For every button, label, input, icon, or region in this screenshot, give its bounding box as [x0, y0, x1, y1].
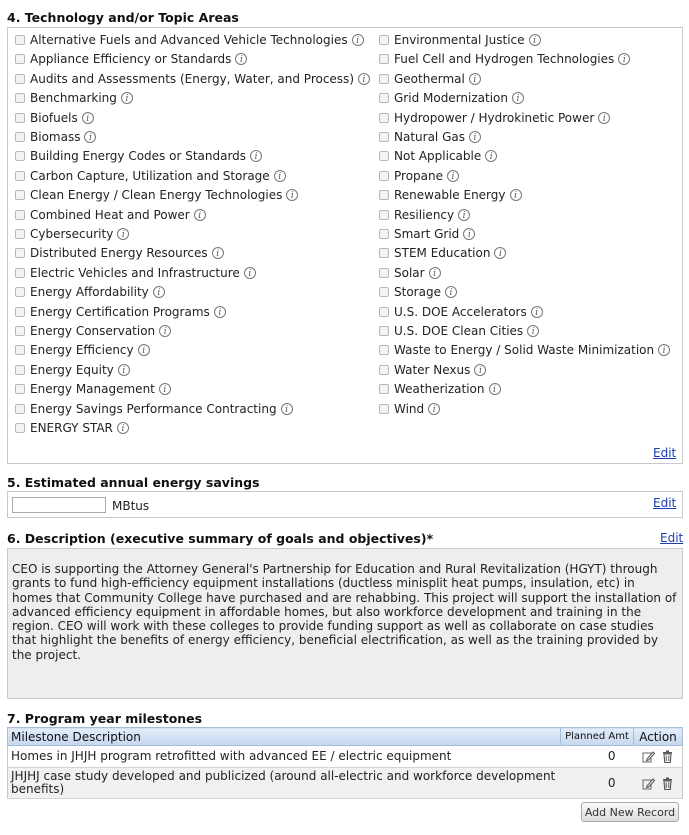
- info-icon[interactable]: i: [489, 383, 501, 395]
- info-icon[interactable]: i: [358, 73, 370, 85]
- topic-checkbox-item[interactable]: [379, 50, 630, 68]
- topic-checkbox-item[interactable]: [15, 31, 364, 49]
- topic-checkbox-item[interactable]: [15, 109, 94, 127]
- section-4-edit-link[interactable]: Edit: [653, 446, 677, 460]
- checkbox[interactable]: [379, 190, 389, 200]
- info-icon[interactable]: i: [212, 247, 224, 259]
- info-icon[interactable]: i: [529, 34, 541, 46]
- table-row: [8, 768, 683, 799]
- checkbox-label: Resiliency: [394, 207, 455, 222]
- topic-checkbox-item[interactable]: [15, 206, 206, 224]
- checkbox[interactable]: [379, 113, 389, 123]
- checkbox[interactable]: [15, 210, 25, 220]
- info-icon[interactable]: i: [118, 364, 130, 376]
- topic-checkbox-item[interactable]: [15, 419, 129, 437]
- checkbox-label: Weatherization: [394, 382, 485, 397]
- checkbox-label: Combined Heat and Power: [30, 207, 190, 222]
- table-row: [8, 746, 683, 768]
- edit-icon[interactable]: [642, 777, 655, 790]
- info-icon[interactable]: i: [159, 383, 171, 395]
- checkbox-label: Smart Grid: [394, 227, 460, 241]
- milestone-description: Homes in JHJH program retrofitted with advanced EE / electric equipment: [8, 746, 561, 768]
- topic-checkbox-item[interactable]: [15, 147, 262, 165]
- checkbox-label: Energy Certification Programs: [30, 304, 210, 319]
- info-icon[interactable]: i: [235, 53, 247, 65]
- checkbox[interactable]: [15, 93, 25, 103]
- topic-checkbox-item[interactable]: [379, 244, 506, 262]
- checkbox[interactable]: [15, 307, 25, 317]
- topic-checkbox-item[interactable]: [15, 50, 247, 68]
- checkbox-label: Clean Energy / Clean Energy Technologies: [30, 188, 283, 203]
- checkbox[interactable]: [15, 35, 25, 45]
- checkbox-label: Wind: [394, 401, 425, 416]
- topic-checkbox-item[interactable]: [15, 128, 96, 146]
- info-icon[interactable]: i: [531, 306, 543, 318]
- checkbox-label: Audits and Assessments (Energy, Water, and Process): [30, 71, 354, 86]
- row-actions: [634, 768, 683, 799]
- checkbox[interactable]: [379, 307, 389, 317]
- checkbox-label: Fuel Cell and Hydrogen Technologies: [394, 52, 615, 67]
- info-icon[interactable]: i: [244, 267, 256, 279]
- checkbox[interactable]: [379, 171, 389, 181]
- checkbox[interactable]: [379, 365, 389, 375]
- checkbox[interactable]: [379, 326, 389, 336]
- checkbox-label: Renewable Energy: [394, 188, 506, 203]
- row-actions: [634, 746, 683, 768]
- info-icon[interactable]: i: [447, 170, 459, 182]
- topic-checkbox-item[interactable]: [15, 225, 129, 243]
- info-icon[interactable]: i: [281, 403, 293, 415]
- info-icon[interactable]: i: [153, 286, 165, 298]
- checkbox-label: Electric Vehicles and Infrastructure: [30, 265, 240, 280]
- checkbox-label: Hydropower / Hydrokinetic Power: [394, 110, 595, 125]
- topic-checkbox-item[interactable]: [379, 283, 457, 301]
- topic-checkbox-item[interactable]: [379, 303, 543, 321]
- topic-checkbox-item[interactable]: [379, 89, 524, 107]
- checkbox[interactable]: [379, 54, 389, 64]
- description-text: CEO is supporting the Attorney General's Partnership for Education and Rural Revitalization (HGYT) through grants to fund high-efficiency equipment installations (ductless minisplit heat pumps, insulation, etc) in homes that Community College have purchased and are rehabbing. This project will support the installation of advanced efficiency equipment in affordable homes, but also workforce development and training in the region. CEO will work with these colleges to provide funding support as well as collaborate on case studies that highlight the benefits of energy efficiency, beneficial electrification, as well as the training provided by the project.: [7, 548, 683, 699]
- checkbox-label: Cybersecurity: [30, 227, 114, 241]
- info-icon[interactable]: i: [469, 73, 481, 85]
- energy-savings-unit: MBtus: [112, 499, 150, 513]
- checkbox-label: Solar: [394, 265, 425, 280]
- info-icon[interactable]: i: [494, 247, 506, 259]
- checkbox-label: Energy Conservation: [30, 324, 156, 338]
- topic-checkbox-item[interactable]: [15, 341, 150, 359]
- info-icon[interactable]: i: [250, 150, 262, 162]
- checkbox-label: Energy Savings Performance Contracting: [30, 401, 277, 416]
- topic-checkbox-item[interactable]: [379, 361, 486, 379]
- checkbox[interactable]: [15, 384, 25, 394]
- checkbox-label: Energy Affordability: [30, 285, 149, 300]
- info-icon[interactable]: i: [510, 189, 522, 201]
- topic-checkbox-item[interactable]: [15, 303, 226, 321]
- checkbox-label: Not Applicable: [394, 149, 482, 164]
- checkbox-label: Energy Efficiency: [30, 343, 134, 358]
- info-icon[interactable]: i: [445, 286, 457, 298]
- checkbox-label: Benchmarking: [30, 91, 117, 106]
- info-icon[interactable]: i: [117, 228, 129, 240]
- section-6-title: 6. Description (executive summary of goals and objectives)*: [7, 531, 434, 546]
- topic-areas-panel: [7, 27, 683, 464]
- topic-checkbox-item[interactable]: [15, 89, 133, 107]
- topic-checkbox-item[interactable]: [15, 400, 293, 418]
- topic-checkbox-item[interactable]: [15, 283, 165, 301]
- column-header-action: Action: [634, 728, 683, 746]
- info-icon[interactable]: i: [598, 112, 610, 124]
- info-icon[interactable]: i: [352, 34, 364, 46]
- checkbox[interactable]: [15, 74, 25, 84]
- checkbox[interactable]: [379, 229, 389, 239]
- info-icon[interactable]: i: [159, 325, 171, 337]
- milestones-table: [7, 727, 683, 799]
- checkbox-label: Appliance Efficiency or Standards: [30, 52, 232, 67]
- topic-checkbox-item[interactable]: [379, 400, 440, 418]
- checkbox-label: Geothermal: [394, 71, 465, 86]
- checkbox[interactable]: [15, 132, 25, 142]
- checkbox-label: Distributed Energy Resources: [30, 246, 208, 261]
- topic-checkbox-item[interactable]: [379, 109, 610, 127]
- topic-checkbox-item[interactable]: [379, 206, 470, 224]
- checkbox-label: Environmental Justice: [394, 33, 525, 47]
- checkbox[interactable]: [15, 171, 25, 181]
- checkbox[interactable]: [379, 210, 389, 220]
- checkbox[interactable]: [15, 326, 25, 336]
- info-icon[interactable]: i: [82, 112, 94, 124]
- checkbox[interactable]: [15, 190, 25, 200]
- checkbox-label: Natural Gas: [394, 130, 465, 144]
- section-6-edit-link[interactable]: Edit: [660, 531, 684, 545]
- milestone-description: JHJHJ case study developed and publicized (around all-electric and workforce development benefits): [8, 768, 561, 799]
- topic-checkbox-item[interactable]: [379, 322, 539, 340]
- checkbox-label: U.S. DOE Accelerators: [394, 304, 527, 319]
- checkbox[interactable]: [379, 74, 389, 84]
- topic-checkbox-item[interactable]: [379, 225, 475, 243]
- checkbox[interactable]: [15, 287, 25, 297]
- trash-icon[interactable]: [661, 777, 674, 790]
- checkbox[interactable]: [15, 423, 25, 433]
- checkbox-label: Biomass: [30, 130, 81, 144]
- checkbox-label: Building Energy Codes or Standards: [30, 149, 247, 164]
- energy-savings-panel: [7, 491, 683, 518]
- milestone-planned-amt: 0: [561, 746, 634, 768]
- checkbox[interactable]: [379, 404, 389, 414]
- trash-icon[interactable]: [661, 750, 674, 763]
- section-5-title: 5. Estimated annual energy savings: [7, 475, 260, 490]
- checkbox-label: U.S. DOE Clean Cities: [394, 324, 524, 338]
- column-header-planned[interactable]: Planned Amt: [561, 728, 634, 746]
- checkbox[interactable]: [379, 35, 389, 45]
- info-icon[interactable]: i: [274, 170, 286, 182]
- info-icon[interactable]: i: [474, 364, 486, 376]
- checkbox[interactable]: [15, 404, 25, 414]
- info-icon[interactable]: i: [138, 344, 150, 356]
- info-icon[interactable]: i: [194, 209, 206, 221]
- column-header-description[interactable]: Milestone Description: [8, 728, 561, 746]
- info-icon[interactable]: i: [214, 306, 226, 318]
- topic-checkbox-item[interactable]: [379, 264, 441, 282]
- checkbox[interactable]: [15, 248, 25, 258]
- topic-checkbox-item[interactable]: [15, 167, 286, 185]
- info-icon[interactable]: i: [428, 403, 440, 415]
- checkbox[interactable]: [15, 365, 25, 375]
- checkbox[interactable]: [15, 229, 25, 239]
- info-icon[interactable]: i: [469, 131, 481, 143]
- topic-checkbox-item[interactable]: [379, 147, 497, 165]
- info-icon[interactable]: i: [286, 189, 298, 201]
- checkbox-label: Propane: [394, 168, 443, 183]
- section-5-edit-link[interactable]: Edit: [653, 496, 677, 510]
- checkbox[interactable]: [15, 54, 25, 64]
- info-icon[interactable]: i: [527, 325, 539, 337]
- topic-checkbox-item[interactable]: [15, 380, 171, 398]
- checkbox-label: Biofuels: [30, 110, 78, 125]
- checkbox[interactable]: [379, 132, 389, 142]
- checkbox[interactable]: [15, 268, 25, 278]
- milestones-header-row: [8, 728, 683, 746]
- info-icon[interactable]: i: [84, 131, 96, 143]
- topic-checkbox-item[interactable]: [379, 380, 501, 398]
- edit-icon[interactable]: [642, 750, 655, 763]
- info-icon[interactable]: i: [117, 422, 129, 434]
- topic-checkbox-item[interactable]: [15, 70, 370, 88]
- topic-checkbox-item[interactable]: [379, 31, 541, 49]
- checkbox[interactable]: [379, 268, 389, 278]
- info-icon[interactable]: i: [512, 92, 524, 104]
- checkbox-label: Storage: [394, 285, 441, 300]
- checkbox[interactable]: [15, 151, 25, 161]
- checkbox-label: Energy Equity: [30, 362, 114, 377]
- topic-checkbox-item[interactable]: [15, 186, 298, 204]
- topic-checkbox-item[interactable]: [379, 70, 481, 88]
- checkbox[interactable]: [379, 345, 389, 355]
- checkbox-label: Alternative Fuels and Advanced Vehicle Technologies: [30, 33, 348, 47]
- checkbox-label: ENERGY STAR: [30, 421, 113, 435]
- info-icon[interactable]: i: [429, 267, 441, 279]
- checkbox[interactable]: [379, 248, 389, 258]
- add-new-record-button[interactable]: Add New Record: [581, 802, 679, 822]
- info-icon[interactable]: i: [463, 228, 475, 240]
- info-icon[interactable]: i: [121, 92, 133, 104]
- section-4-title: 4. Technology and/or Topic Areas: [7, 10, 239, 25]
- checkbox[interactable]: [15, 113, 25, 123]
- info-icon[interactable]: i: [485, 150, 497, 162]
- info-icon[interactable]: i: [618, 53, 630, 65]
- energy-savings-input[interactable]: [12, 497, 106, 513]
- topic-checkbox-item[interactable]: [15, 244, 224, 262]
- checkbox[interactable]: [379, 93, 389, 103]
- topic-checkbox-item[interactable]: [15, 264, 256, 282]
- topic-checkbox-item[interactable]: [15, 361, 130, 379]
- checkbox-label: Grid Modernization: [394, 91, 508, 106]
- topic-checkbox-item[interactable]: [379, 128, 481, 146]
- topic-checkbox-item[interactable]: [379, 341, 670, 359]
- checkbox-label: Water Nexus: [394, 362, 471, 377]
- checkbox-label: STEM Education: [394, 246, 491, 261]
- milestone-planned-amt: 0: [561, 768, 634, 799]
- topic-checkbox-item[interactable]: [379, 186, 522, 204]
- info-icon[interactable]: i: [658, 344, 670, 356]
- topic-checkbox-item[interactable]: [379, 167, 459, 185]
- info-icon[interactable]: i: [458, 209, 470, 221]
- checkbox[interactable]: [379, 151, 389, 161]
- checkbox[interactable]: [15, 345, 25, 355]
- topic-checkbox-item[interactable]: [15, 322, 171, 340]
- section-7-title: 7. Program year milestones: [7, 711, 203, 726]
- checkbox[interactable]: [379, 384, 389, 394]
- checkbox-label: Waste to Energy / Solid Waste Minimization: [394, 343, 655, 358]
- checkbox-label: Energy Management: [30, 382, 155, 397]
- checkbox[interactable]: [379, 287, 389, 297]
- checkbox-label: Carbon Capture, Utilization and Storage: [30, 168, 270, 183]
